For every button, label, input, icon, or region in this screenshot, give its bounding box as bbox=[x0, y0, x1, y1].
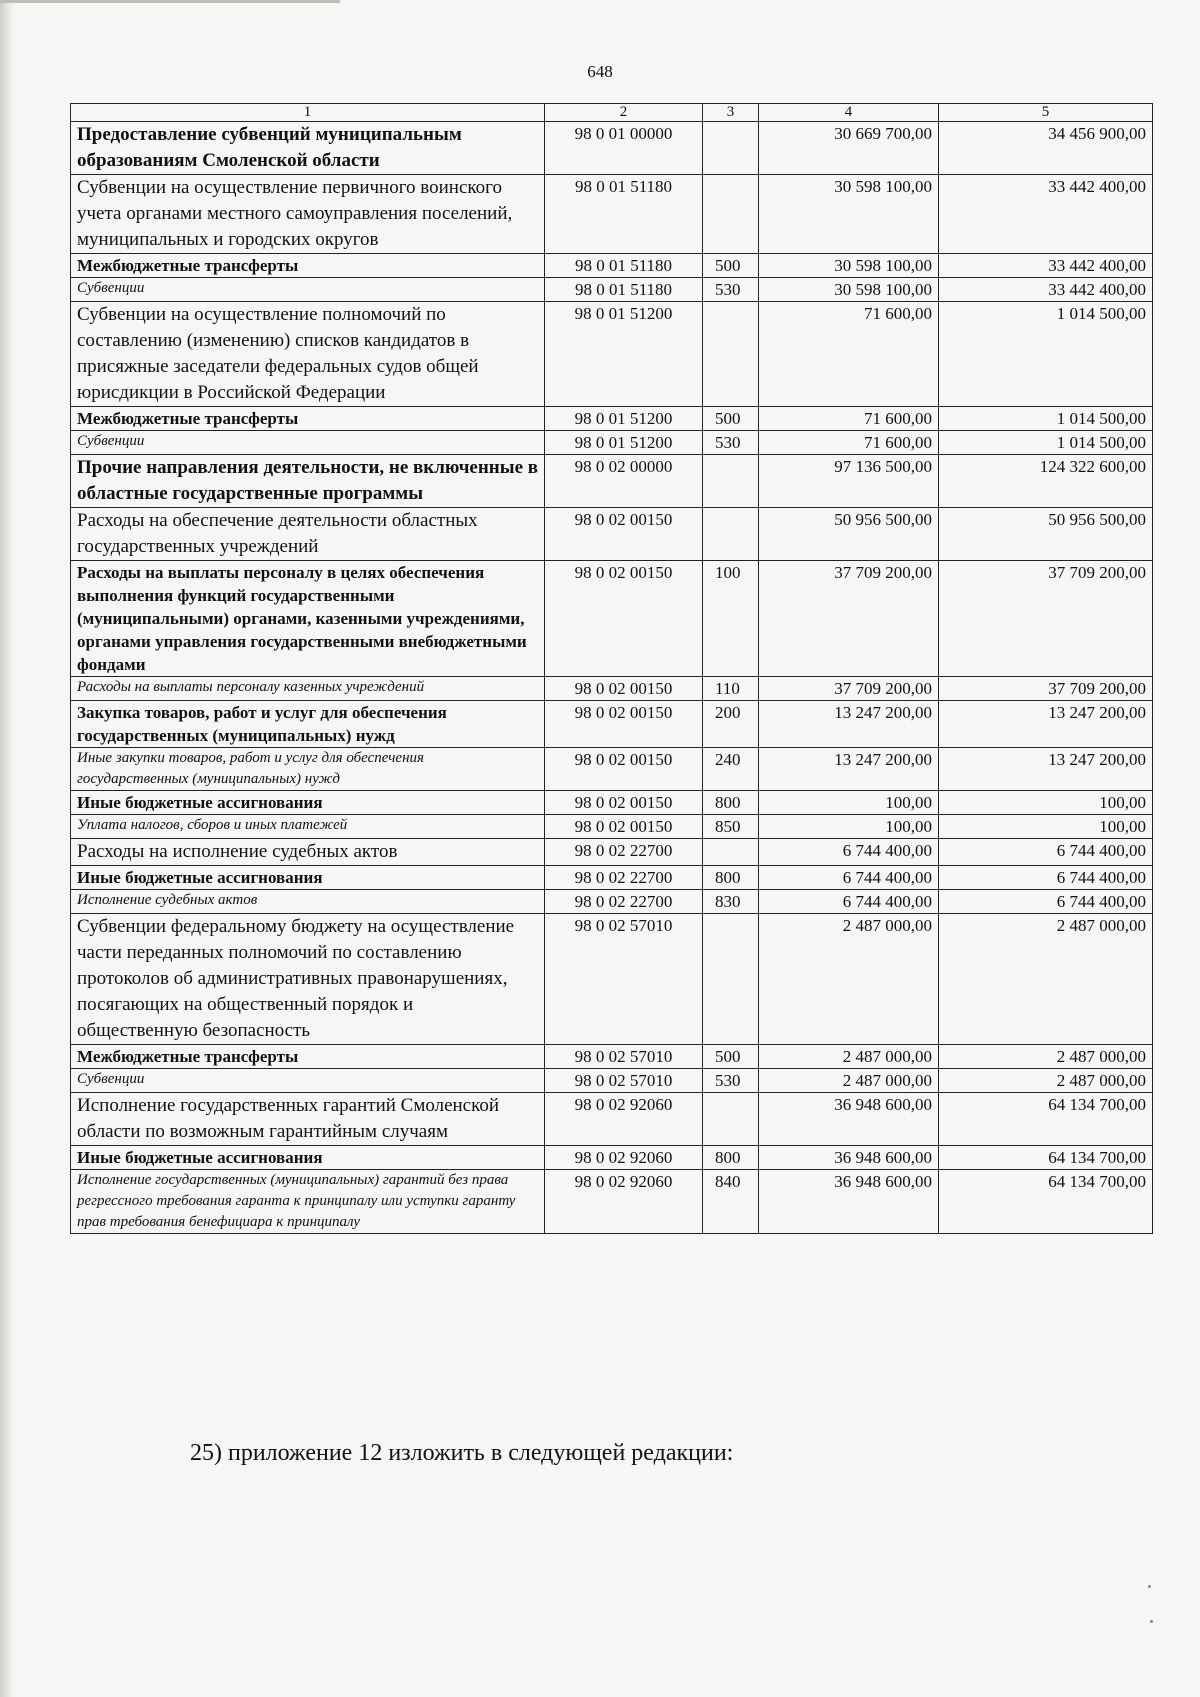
row-code-cell: 98 0 02 22700 bbox=[545, 890, 703, 914]
row-amount-year2-cell: 64 134 700,00 bbox=[939, 1093, 1153, 1146]
row-expense-type-cell bbox=[703, 1093, 759, 1146]
row-code-cell: 98 0 02 22700 bbox=[545, 839, 703, 866]
row-expense-type-cell bbox=[703, 175, 759, 254]
budget-table bbox=[70, 103, 1153, 1234]
table-row bbox=[71, 914, 1153, 1045]
row-code-cell: 98 0 02 57010 bbox=[545, 1045, 703, 1069]
row-name-cell: Субвенции на осуществление полномочий по составлению (изменению) списков кандидатов в присяжные заседатели федеральных судов общей юрисдикции в Российской Федерации bbox=[71, 302, 545, 407]
table-row bbox=[71, 561, 1153, 677]
row-code-cell: 98 0 02 00150 bbox=[545, 508, 703, 561]
table-row bbox=[71, 677, 1153, 701]
table-row bbox=[71, 815, 1153, 839]
row-expense-type-cell: 240 bbox=[703, 748, 759, 791]
page-number: 648 bbox=[587, 62, 613, 81]
row-amount-year2-cell: 33 442 400,00 bbox=[939, 278, 1153, 302]
header-cell: 4 bbox=[759, 104, 939, 122]
row-name-cell: Межбюджетные трансферты bbox=[71, 1045, 545, 1069]
row-name-cell: Расходы на выплаты персоналу в целях обеспечения выполнения функций государственными (муниципальными) органами, казенными учреждениями, органами управления государственными внебюджетными фондами bbox=[71, 561, 545, 677]
row-name-cell: Исполнение судебных актов bbox=[71, 890, 545, 914]
table-row bbox=[71, 431, 1153, 455]
table-row bbox=[71, 278, 1153, 302]
row-amount-year1-cell: 71 600,00 bbox=[759, 407, 939, 431]
row-expense-type-cell: 530 bbox=[703, 1069, 759, 1093]
header-cell: 1 bbox=[71, 104, 545, 122]
row-expense-type-cell: 100 bbox=[703, 561, 759, 677]
row-amount-year2-cell: 33 442 400,00 bbox=[939, 175, 1153, 254]
table-row bbox=[71, 701, 1153, 748]
row-amount-year2-cell: 34 456 900,00 bbox=[939, 122, 1153, 175]
table-header-row bbox=[71, 104, 1153, 122]
row-amount-year2-cell: 1 014 500,00 bbox=[939, 407, 1153, 431]
amendment-instruction: 25) приложение 12 изложить в следующей редакции: bbox=[190, 1440, 734, 1466]
row-code-cell: 98 0 02 00000 bbox=[545, 455, 703, 508]
row-amount-year2-cell: 124 322 600,00 bbox=[939, 455, 1153, 508]
scan-speck bbox=[1150, 1620, 1153, 1623]
row-expense-type-cell bbox=[703, 839, 759, 866]
row-code-cell: 98 0 02 22700 bbox=[545, 866, 703, 890]
table-row bbox=[71, 254, 1153, 278]
row-amount-year2-cell: 100,00 bbox=[939, 791, 1153, 815]
row-expense-type-cell bbox=[703, 455, 759, 508]
row-expense-type-cell: 200 bbox=[703, 701, 759, 748]
row-amount-year1-cell: 97 136 500,00 bbox=[759, 455, 939, 508]
row-amount-year1-cell: 71 600,00 bbox=[759, 431, 939, 455]
row-expense-type-cell: 500 bbox=[703, 407, 759, 431]
row-amount-year1-cell: 71 600,00 bbox=[759, 302, 939, 407]
row-code-cell: 98 0 01 51200 bbox=[545, 431, 703, 455]
row-amount-year1-cell: 36 948 600,00 bbox=[759, 1093, 939, 1146]
row-expense-type-cell: 840 bbox=[703, 1170, 759, 1234]
row-code-cell: 98 0 02 92060 bbox=[545, 1170, 703, 1234]
row-amount-year1-cell: 6 744 400,00 bbox=[759, 839, 939, 866]
row-name-cell: Субвенции bbox=[71, 278, 545, 302]
row-expense-type-cell: 800 bbox=[703, 791, 759, 815]
row-code-cell: 98 0 02 92060 bbox=[545, 1093, 703, 1146]
table-row bbox=[71, 1146, 1153, 1170]
row-amount-year2-cell: 37 709 200,00 bbox=[939, 561, 1153, 677]
row-amount-year2-cell: 64 134 700,00 bbox=[939, 1170, 1153, 1234]
row-expense-type-cell bbox=[703, 508, 759, 561]
table-row bbox=[71, 1170, 1153, 1234]
row-name-cell: Иные бюджетные ассигнования bbox=[71, 791, 545, 815]
row-expense-type-cell: 800 bbox=[703, 866, 759, 890]
row-name-cell: Прочие направления деятельности, не включенные в областные государственные программы bbox=[71, 455, 545, 508]
header-cell: 3 bbox=[703, 104, 759, 122]
row-amount-year1-cell: 36 948 600,00 bbox=[759, 1146, 939, 1170]
row-amount-year2-cell: 37 709 200,00 bbox=[939, 677, 1153, 701]
row-name-cell: Иные бюджетные ассигнования bbox=[71, 1146, 545, 1170]
row-name-cell: Иные бюджетные ассигнования bbox=[71, 866, 545, 890]
row-code-cell: 98 0 02 00150 bbox=[545, 561, 703, 677]
row-name-cell: Расходы на исполнение судебных актов bbox=[71, 839, 545, 866]
row-name-cell: Предоставление субвенций муниципальным образованиям Смоленской области bbox=[71, 122, 545, 175]
row-amount-year1-cell: 30 598 100,00 bbox=[759, 175, 939, 254]
row-amount-year1-cell: 6 744 400,00 bbox=[759, 890, 939, 914]
row-name-cell: Субвенции на осуществление первичного воинского учета органами местного самоуправления поселений, муниципальных и городских округов bbox=[71, 175, 545, 254]
table-row bbox=[71, 1093, 1153, 1146]
row-expense-type-cell bbox=[703, 122, 759, 175]
table-row bbox=[71, 866, 1153, 890]
row-name-cell: Субвенции федеральному бюджету на осуществление части переданных полномочий по составлению протоколов об административных правонарушениях, посягающих на общественный порядок и общественную безопасность bbox=[71, 914, 545, 1045]
scan-top-mark bbox=[0, 0, 340, 3]
row-code-cell: 98 0 02 57010 bbox=[545, 914, 703, 1045]
row-code-cell: 98 0 01 51180 bbox=[545, 175, 703, 254]
header-cell: 2 bbox=[545, 104, 703, 122]
row-amount-year2-cell: 2 487 000,00 bbox=[939, 1045, 1153, 1069]
row-name-cell: Межбюджетные трансферты bbox=[71, 254, 545, 278]
row-amount-year1-cell: 37 709 200,00 bbox=[759, 561, 939, 677]
row-amount-year1-cell: 50 956 500,00 bbox=[759, 508, 939, 561]
table-row bbox=[71, 455, 1153, 508]
row-amount-year1-cell: 2 487 000,00 bbox=[759, 1069, 939, 1093]
row-code-cell: 98 0 01 51180 bbox=[545, 278, 703, 302]
row-amount-year1-cell: 30 598 100,00 bbox=[759, 254, 939, 278]
row-code-cell: 98 0 02 00150 bbox=[545, 677, 703, 701]
row-code-cell: 98 0 02 92060 bbox=[545, 1146, 703, 1170]
table-row bbox=[71, 407, 1153, 431]
row-code-cell: 98 0 01 00000 bbox=[545, 122, 703, 175]
table-row bbox=[71, 839, 1153, 866]
scan-speck bbox=[1148, 1585, 1151, 1588]
table-row bbox=[71, 175, 1153, 254]
row-amount-year2-cell: 6 744 400,00 bbox=[939, 866, 1153, 890]
row-amount-year2-cell: 33 442 400,00 bbox=[939, 254, 1153, 278]
row-amount-year1-cell: 13 247 200,00 bbox=[759, 748, 939, 791]
row-name-cell: Уплата налогов, сборов и иных платежей bbox=[71, 815, 545, 839]
row-amount-year2-cell: 64 134 700,00 bbox=[939, 1146, 1153, 1170]
row-amount-year2-cell: 100,00 bbox=[939, 815, 1153, 839]
table-row bbox=[71, 508, 1153, 561]
row-amount-year2-cell: 13 247 200,00 bbox=[939, 748, 1153, 791]
row-expense-type-cell: 500 bbox=[703, 254, 759, 278]
row-amount-year2-cell: 50 956 500,00 bbox=[939, 508, 1153, 561]
row-amount-year2-cell: 13 247 200,00 bbox=[939, 701, 1153, 748]
row-amount-year1-cell: 37 709 200,00 bbox=[759, 677, 939, 701]
budget-table-container bbox=[70, 103, 1152, 1234]
row-amount-year1-cell: 2 487 000,00 bbox=[759, 914, 939, 1045]
table-row bbox=[71, 748, 1153, 791]
row-code-cell: 98 0 02 00150 bbox=[545, 701, 703, 748]
row-amount-year2-cell: 2 487 000,00 bbox=[939, 1069, 1153, 1093]
row-amount-year2-cell: 2 487 000,00 bbox=[939, 914, 1153, 1045]
row-code-cell: 98 0 02 57010 bbox=[545, 1069, 703, 1093]
row-expense-type-cell: 110 bbox=[703, 677, 759, 701]
table-row bbox=[71, 302, 1153, 407]
row-amount-year2-cell: 6 744 400,00 bbox=[939, 890, 1153, 914]
row-name-cell: Исполнение государственных гарантий Смоленской области по возможным гарантийным случаям bbox=[71, 1093, 545, 1146]
row-expense-type-cell: 530 bbox=[703, 431, 759, 455]
scan-edge-shadow bbox=[0, 0, 14, 1697]
table-row bbox=[71, 1069, 1153, 1093]
row-amount-year1-cell: 100,00 bbox=[759, 791, 939, 815]
row-amount-year2-cell: 1 014 500,00 bbox=[939, 302, 1153, 407]
row-amount-year1-cell: 13 247 200,00 bbox=[759, 701, 939, 748]
row-amount-year1-cell: 100,00 bbox=[759, 815, 939, 839]
row-expense-type-cell: 850 bbox=[703, 815, 759, 839]
row-code-cell: 98 0 01 51200 bbox=[545, 407, 703, 431]
row-name-cell: Субвенции bbox=[71, 431, 545, 455]
row-name-cell: Иные закупки товаров, работ и услуг для обеспечения государственных (муниципальных) нужд bbox=[71, 748, 545, 791]
row-code-cell: 98 0 01 51180 bbox=[545, 254, 703, 278]
row-name-cell: Расходы на выплаты персоналу казенных учреждений bbox=[71, 677, 545, 701]
table-row bbox=[71, 122, 1153, 175]
table-row bbox=[71, 890, 1153, 914]
row-amount-year1-cell: 30 598 100,00 bbox=[759, 278, 939, 302]
row-expense-type-cell bbox=[703, 914, 759, 1045]
row-expense-type-cell: 800 bbox=[703, 1146, 759, 1170]
row-name-cell: Субвенции bbox=[71, 1069, 545, 1093]
row-amount-year1-cell: 36 948 600,00 bbox=[759, 1170, 939, 1234]
row-amount-year2-cell: 6 744 400,00 bbox=[939, 839, 1153, 866]
row-code-cell: 98 0 02 00150 bbox=[545, 748, 703, 791]
row-expense-type-cell: 530 bbox=[703, 278, 759, 302]
row-expense-type-cell bbox=[703, 302, 759, 407]
row-name-cell: Межбюджетные трансферты bbox=[71, 407, 545, 431]
row-name-cell: Исполнение государственных (муниципальных) гарантий без права регрессного требования гаранта к принципалу или уступки гаранту прав требования бенефициара к принципалу bbox=[71, 1170, 545, 1234]
row-name-cell: Закупка товаров, работ и услуг для обеспечения государственных (муниципальных) нужд bbox=[71, 701, 545, 748]
header-cell: 5 bbox=[939, 104, 1153, 122]
row-expense-type-cell: 830 bbox=[703, 890, 759, 914]
row-amount-year1-cell: 2 487 000,00 bbox=[759, 1045, 939, 1069]
row-code-cell: 98 0 02 00150 bbox=[545, 791, 703, 815]
row-amount-year1-cell: 30 669 700,00 bbox=[759, 122, 939, 175]
row-code-cell: 98 0 01 51200 bbox=[545, 302, 703, 407]
row-name-cell: Расходы на обеспечение деятельности областных государственных учреждений bbox=[71, 508, 545, 561]
table-row bbox=[71, 791, 1153, 815]
row-amount-year2-cell: 1 014 500,00 bbox=[939, 431, 1153, 455]
row-code-cell: 98 0 02 00150 bbox=[545, 815, 703, 839]
row-amount-year1-cell: 6 744 400,00 bbox=[759, 866, 939, 890]
table-row bbox=[71, 1045, 1153, 1069]
row-expense-type-cell: 500 bbox=[703, 1045, 759, 1069]
